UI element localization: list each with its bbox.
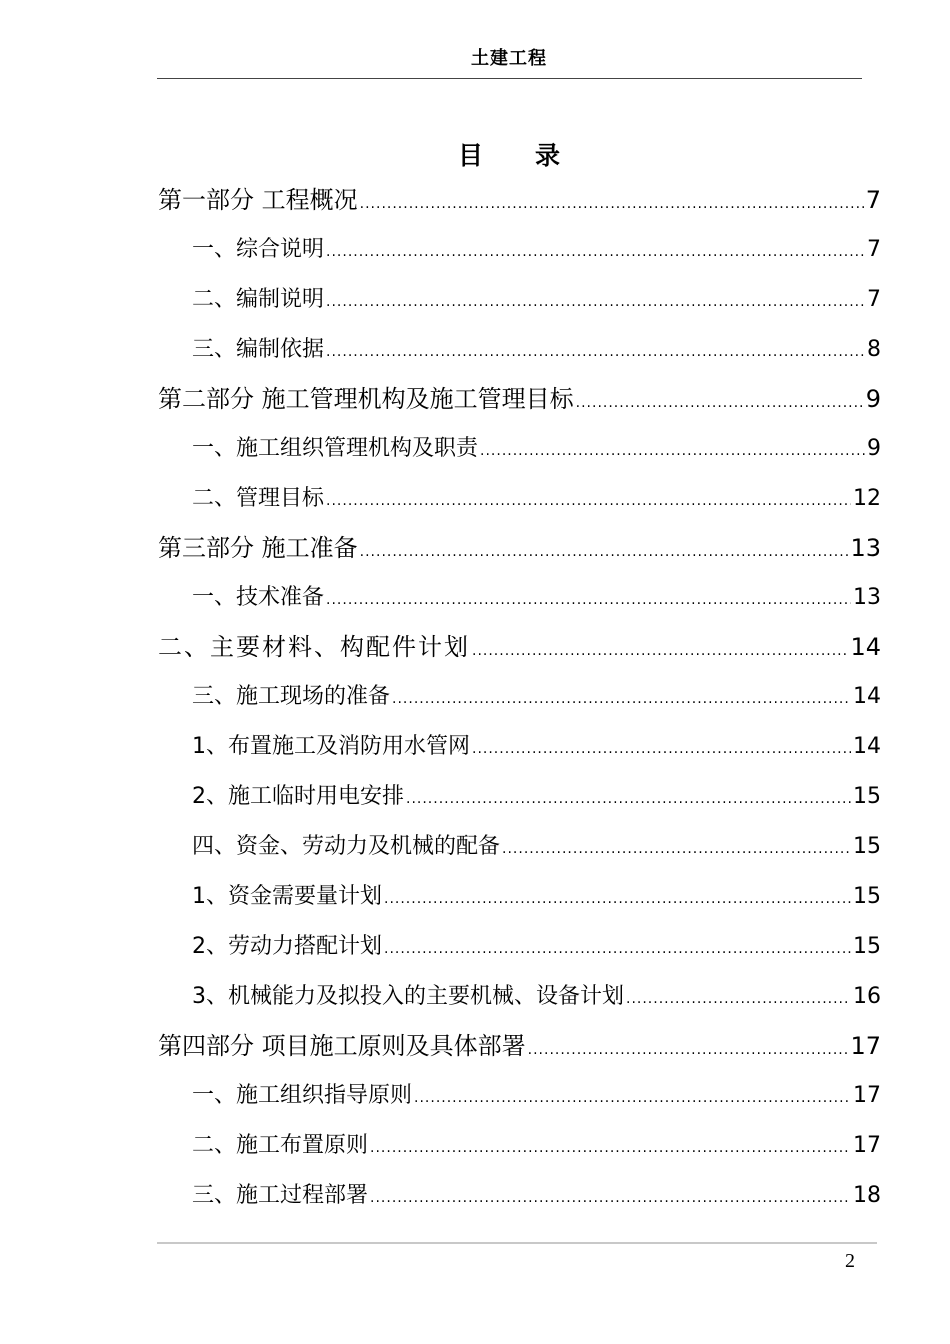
toc-entry[interactable] xyxy=(192,332,881,363)
toc-entry-page: 18 xyxy=(853,1183,881,1208)
toc-entry-page: 14 xyxy=(850,633,881,661)
toc-entry-page: 7 xyxy=(867,237,881,262)
toc-entry[interactable] xyxy=(192,580,881,611)
toc-entry-page: 7 xyxy=(867,287,881,312)
toc-entry-label: 一、综合说明 xyxy=(192,237,325,262)
toc-entry-label: 三、编制依据 xyxy=(192,337,325,362)
toc-entry-page: 15 xyxy=(853,934,881,959)
toc-entry[interactable] xyxy=(192,431,881,462)
toc-entry-page: 15 xyxy=(853,784,881,809)
toc-entry-label: 3、机械能力及拟投入的主要机械、设备计划 xyxy=(192,984,624,1009)
toc-entry-page: 8 xyxy=(867,337,881,362)
toc-entry-page: 14 xyxy=(853,734,881,759)
toc-entry[interactable] xyxy=(192,879,881,910)
toc-entry[interactable] xyxy=(192,679,881,710)
toc-entry-label: 三、施工现场的准备 xyxy=(192,684,391,709)
toc-entry[interactable] xyxy=(158,1026,881,1061)
toc-entry-label: 二、管理目标 xyxy=(192,486,325,511)
toc-entry-page: 12 xyxy=(853,486,881,511)
toc-entry[interactable] xyxy=(158,180,881,215)
toc-title-part-1: 目 xyxy=(457,141,483,170)
toc-entry-label: 第四部分 项目施工原则及具体部署 xyxy=(158,1032,526,1060)
toc-entry-page: 13 xyxy=(850,534,881,562)
toc-entry[interactable] xyxy=(192,779,881,810)
toc-entry[interactable] xyxy=(192,979,881,1010)
toc-entry-label: 2、劳动力搭配计划 xyxy=(192,934,382,959)
toc-entry-page: 13 xyxy=(853,585,881,610)
toc-entry-label: 一、技术准备 xyxy=(192,585,325,610)
toc-entry-label: 1、资金需要量计划 xyxy=(192,884,382,909)
toc-entry[interactable] xyxy=(192,929,881,960)
toc-entry-page: 16 xyxy=(853,984,881,1009)
toc-entry-label: 第二部分 施工管理机构及施工管理目标 xyxy=(158,385,574,413)
toc-entry-label: 二、编制说明 xyxy=(192,287,325,312)
toc-entry-label: 1、布置施工及消防用水管网 xyxy=(192,734,470,759)
toc-entry-page: 7 xyxy=(865,186,881,214)
toc-entry-page: 17 xyxy=(853,1133,881,1158)
toc-entry-page: 17 xyxy=(850,1032,881,1060)
toc-entry[interactable] xyxy=(192,1078,881,1109)
toc-entry-label: 三、施工过程部署 xyxy=(192,1183,369,1208)
toc-title xyxy=(0,136,950,172)
running-header: 土建工程 xyxy=(471,48,547,69)
toc-entry-page: 9 xyxy=(865,385,881,413)
toc-entry[interactable] xyxy=(158,627,881,662)
toc-entry-page: 15 xyxy=(853,834,881,859)
toc-entry[interactable] xyxy=(192,1178,881,1209)
toc-entry-label: 第一部分 工程概况 xyxy=(158,186,358,214)
toc-entry[interactable] xyxy=(192,1128,881,1159)
header-divider xyxy=(157,78,862,79)
toc-entry-page: 14 xyxy=(853,684,881,709)
toc-entry-page: 17 xyxy=(853,1083,881,1108)
toc-entry[interactable] xyxy=(192,481,881,512)
toc-entry-label: 二、施工布置原则 xyxy=(192,1133,369,1158)
toc-entry-label: 一、施工组织管理机构及职责 xyxy=(192,436,479,461)
toc-entry[interactable] xyxy=(192,282,881,313)
toc-entry-page: 9 xyxy=(867,436,881,461)
toc-entry[interactable] xyxy=(192,232,881,263)
toc-entry-label: 2、施工临时用电安排 xyxy=(192,784,404,809)
toc-entry-page: 15 xyxy=(853,884,881,909)
toc-entry[interactable] xyxy=(192,829,881,860)
toc-entry-label: 第三部分 施工准备 xyxy=(158,534,358,562)
toc-entry[interactable] xyxy=(158,379,881,414)
footer-divider xyxy=(157,1242,877,1244)
page-number: 2 xyxy=(845,1250,855,1272)
toc-entry-label: 四、资金、劳动力及机械的配备 xyxy=(192,834,501,859)
toc-entry[interactable] xyxy=(158,528,881,563)
toc-entry[interactable] xyxy=(192,729,881,760)
toc-entry-label: 一、施工组织指导原则 xyxy=(192,1083,413,1108)
toc-title-part-2: 录 xyxy=(535,141,561,170)
toc-entry-label: 二、主要材料、构配件计划 xyxy=(158,633,470,661)
